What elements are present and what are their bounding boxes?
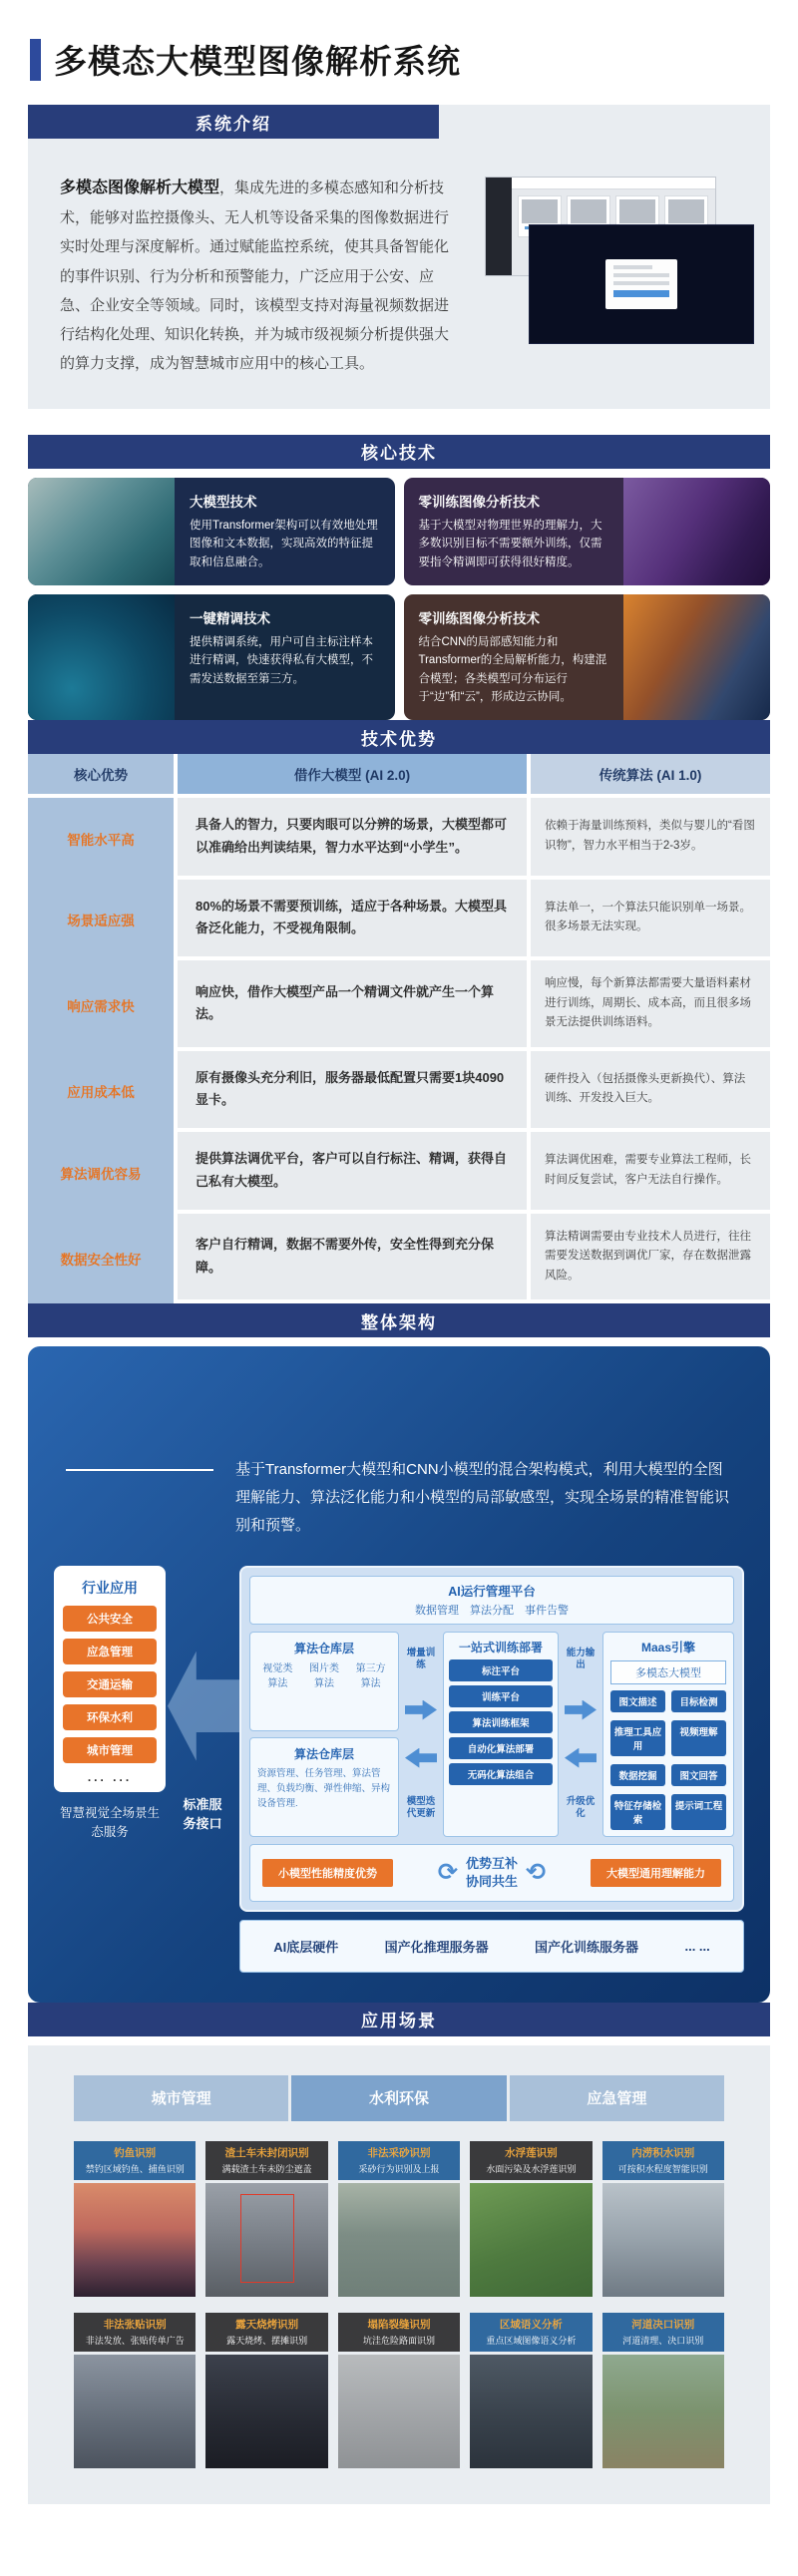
platform-panel [239,1566,744,1912]
scenario-illegal-flyers: 非法张贴识别 非法发放、张贴传单广告 [74,2313,196,2468]
arrow-left-icon [565,1748,597,1768]
platform-subtitle: 数据管理 算法分配 事件告警 [415,1604,569,1617]
advantage-label: 应用成本低 [28,1051,174,1133]
tech-card-body: 结合CNN的局部感知能力和Transformer的全局解析能力，构建混合模型；各类模型可分布运行于“边”和“云”，形成边云协同。 [418,635,607,704]
capability-output-label: 能力输出 [566,1647,596,1671]
tech-card-body: 基于大模型对物理世界的理解力，大多数识别目标不需要额外训练，仅需要指令精调即可获得很好精度。 [418,519,602,568]
page-title: 多模态大模型图像解析系统 [54,43,461,80]
scenario-river-breach: 河道决口识别 河道清理、决口识别 [602,2313,724,2468]
repo-title: 算法仓库层 [293,1746,354,1761]
maas-item-reasoning: 推理工具应用 [610,1720,665,1756]
tech-card-title: 一键精调技术 [190,610,270,626]
service-interface-label: 标准服务接口 [183,1796,222,1831]
scenario-sand-mining: 非法采砂识别 采砂行为识别及上报 [338,2141,460,2297]
scenarios-panel [28,2045,770,2504]
industry-item-public-safety: 公共安全 [63,1606,157,1632]
maas-item-video: 视频理解 [671,1720,726,1756]
model-iteration-label: 模型迭代更新 [406,1795,436,1820]
ai2-cell: 原有摄像头充分利旧，服务器最低配置只需要1块4090显卡。 [174,1051,527,1133]
intro-body-text: ，集成先进的多模态感知和分析技术，能够对监控摄像头、无人机等设备采集的图像数据进行实时处理与深度解析。通过赋能监控系统，使其具备智能化的事件识别、行为分析和预警能力，广泛应用于公安、应急、企业安全等领域。同时，该模型支持对海量视频数据进行结构化处理、知识化转换，并为城市级视频分析提供强大的算力支撑，成为智慧城市应用中的核心工具。 [60,180,450,373]
advantage-label: 响应需求快 [28,960,174,1051]
repo-item: 图片类算法 [308,1662,339,1689]
maas-item-detection: 目标检测 [671,1690,726,1712]
page-header [30,36,768,83]
synergy-box [249,1844,734,1902]
intro-paragraph [60,173,459,379]
ai1-cell: 算法单一，一个算法只能识别单一场景。很多场景无法实现。 [527,880,770,961]
ai1-cell: 硬件投入（包括摄像头更新换代）、算法训练、开发投入巨大。 [527,1051,770,1133]
industry-item-emergency: 应急管理 [63,1639,157,1664]
scenario-grid [74,2141,724,2468]
intro-lead: 多模态图像解析大模型 [60,180,220,196]
flooded-street-photo [602,2183,724,2297]
repo-body: 资源管理、任务管理、算法管理、负载均衡、弹性伸缩、异构设备管理. [257,1767,391,1809]
upgrade-optimize-label: 升级优化 [566,1795,596,1820]
cracked-pavement-photo [338,2355,460,2468]
teal-waves-photo [28,594,175,721]
column-header: 传统算法 (AI 1.0) [527,754,770,798]
industry-caption: 智慧视觉全场景生态服务 [59,1805,160,1839]
industry-item-environment: 环保水利 [63,1704,157,1730]
night-highway-photo [623,594,770,721]
maas-title: Maas引擎 [640,1640,696,1655]
tech-card-body: 使用Transformer架构可以有效地处理图像和文本数据，实现高效的特征提取和信息融合。 [190,519,378,568]
ai2-cell: 具备人的智力，只要肉眼可以分辨的场景，大模型都可以准确给出判读结果，智力水平达到“小学生”。 [174,798,527,880]
decorative-line [66,1469,213,1471]
ai1-cell: 算法精调需要由专业技术人员进行，往往需要发送数据到调优厂家，存在数据泄露风险。 [527,1214,770,1304]
arrow-right-icon [565,1700,597,1720]
maas-item-feature-store: 特征存储检索 [610,1794,665,1830]
cycle-arrow-icon: ⟳ [437,1859,458,1887]
login-form [605,259,677,309]
advantage-label: 场景适应强 [28,880,174,961]
ai2-cell: 80%的场景不需要预训练，适应于各种场景。大模型具备泛化能力，不受视角限制。 [174,880,527,961]
dump-truck-photo [205,2183,327,2297]
industry-more-ellipsis: ... ... [87,1769,133,1784]
deploy-item-training: 训练平台 [449,1685,553,1707]
scenarios-section-header: 应用场景 [28,2003,770,2036]
hardware-item: AI底层硬件 [273,1939,339,1955]
advantages-table [28,754,770,1303]
maas-item-qa: 图文回答 [671,1764,726,1786]
title-accent-bar [30,39,41,81]
hardware-item: 国产化训练服务器 [535,1939,639,1955]
maas-item-caption: 图文描述 [610,1690,665,1712]
tab-emergency-management[interactable]: 应急管理 [510,2075,724,2121]
ai1-cell: 响应慢，每个新算法都需要大量语料素材进行训练，周期长、成本高，而且很多场景无法提供训练语料。 [527,960,770,1051]
product-screenshots [485,177,754,344]
industry-title: 行业应用 [82,1579,138,1596]
tab-city-management[interactable]: 城市管理 [74,2075,288,2121]
arrow-left-icon [405,1748,437,1768]
architecture-section-header: 整体架构 [28,1303,770,1337]
fishing-bridge-sunset-photo [74,2183,196,2297]
architecture-description: 基于Transformer大模型和CNN小模型的混合架构模式，利用大模型的全图理解能力、算法泛化能力和小模型的局部敏感型，实现全场景的精准智能识别和预警。 [235,1461,730,1534]
river-channel-photo [602,2355,724,2468]
sand-dredger-photo [338,2183,460,2297]
ai1-cell: 算法调优困难，需要专业算法工程师，长时间反复尝试，客户无法自行操作。 [527,1132,770,1214]
scenario-dump-truck: 渣土车未封闭识别 满载渣土车未防尘遮盖 [205,2141,327,2297]
deploy-item-auto-deploy: 自动化算法部署 [449,1737,553,1759]
multimodal-model-box: 多模态大模型 [610,1660,726,1684]
deploy-title: 一站式训练部署 [458,1640,543,1655]
hardware-bar [239,1920,744,1973]
repo-item: 视觉类算法 [262,1662,293,1689]
one-stop-deploy-box [443,1632,559,1837]
dashboard-topbar [512,178,715,189]
hardware-item: 国产化推理服务器 [384,1939,489,1955]
large-model-capability-bar: 大模型通用理解能力 [591,1859,721,1887]
cycle-arrow-icon: ⟲ [526,1859,547,1887]
industry-applications-box [54,1566,166,1792]
arrow-right-icon [405,1700,437,1720]
small-model-advantage-bar: 小模型性能精度优势 [262,1859,393,1887]
ai2-cell: 客户自行精调，数据不需要外传，安全性得到充分保障。 [174,1214,527,1304]
intro-section-header: 系统介绍 [28,105,439,139]
tech-card-title: 大模型技术 [190,494,257,510]
left-arrow-icon [168,1652,239,1761]
synergy-text: 优势互补 协同共生 [465,1855,518,1889]
repo-item: 第三方算法 [355,1662,386,1689]
advantage-label: 算法调优容易 [28,1132,174,1214]
tech-card-one-click-finetune [28,594,395,721]
street-flyers-photo [74,2355,196,2468]
maas-engine-box [602,1632,734,1837]
ai2-cell: 提供算法调优平台，客户可以自行标注、精调，获得自己私有大模型。 [174,1132,527,1214]
industry-item-transport: 交通运输 [63,1671,157,1697]
tech-card-zero-training [404,478,771,585]
login-screenshot [529,224,754,344]
algorithm-repo-box [249,1632,399,1731]
scenario-waterlogging: 内涝积水识别 可按积水程度智能识别 [602,2141,724,2297]
incremental-training-label: 增量训练 [406,1647,436,1671]
city-analytics-photo [28,478,175,585]
advantages-section-header: 技术优势 [28,720,770,754]
scenario-open-air-bbq: 露天烧烤识别 露天烧烤、摆摊识别 [205,2313,327,2468]
platform-title: AI运行管理平台 [448,1584,536,1599]
column-header: 核心优势 [28,754,174,798]
column-header: 借作大模型 (AI 2.0) [174,754,527,798]
scenario-tabs [74,2075,724,2121]
scenario-water-hyacinth: 水浮莲识别 水面污染及水浮莲识别 [470,2141,592,2297]
repo-title: 算法仓库层 [293,1641,354,1656]
architecture-panel [28,1346,770,2003]
dashboard-sidebar [486,178,512,275]
deploy-item-nocode: 无码化算法组合 [449,1763,553,1785]
tech-card-title: 零训练图像分析技术 [418,610,540,626]
tech-card-large-model [28,478,395,585]
deploy-item-annotation: 标注平台 [449,1659,553,1681]
ai1-cell: 依赖于海量训练预料，类似与婴儿的“看图识物”，智力水平相当于2-3岁。 [527,798,770,880]
scenario-semantic-analysis: 区域语义分析 重点区域图像语义分析 [470,2313,592,2468]
advantage-label: 智能水平高 [28,798,174,880]
section-system-intro [28,105,770,409]
maas-item-mining: 数据挖掘 [610,1764,665,1786]
water-hyacinth-photo [470,2183,592,2297]
maas-item-prompt: 提示词工程 [671,1794,726,1830]
core-tech-section-header: 核心技术 [28,435,770,469]
core-tech-cards [28,478,770,720]
advantage-label: 数据安全性好 [28,1214,174,1304]
scenario-fishing: 钓鱼识别 禁钓区域钓鱼、捕鱼识别 [74,2141,196,2297]
deploy-item-framework: 算法训练框架 [449,1711,553,1733]
tech-card-edge-cloud [404,594,771,721]
tab-water-environment[interactable]: 水利环保 [291,2075,506,2121]
hardware-ellipsis: ... ... [684,1938,710,1954]
ai2-cell: 响应快，借作大模型产品一个精调文件就产生一个算法。 [174,960,527,1051]
tech-card-body: 提供精调系统，用户可自主标注样本进行精调，快速获得私有大模型，不需发送数据至第三方。 [190,635,373,685]
architecture-diagram [54,1566,744,1973]
login-button [613,290,669,297]
scenario-road-crack: 塌陷裂缝识别 坑洼危险路面识别 [338,2313,460,2468]
industry-item-city: 城市管理 [63,1737,157,1763]
standard-service-interface-arrow [166,1566,239,1973]
algorithm-repo-box-2 [249,1737,399,1837]
ai-runtime-platform-box [249,1576,734,1625]
tech-card-title: 零训练图像分析技术 [418,494,540,510]
water-gauge-photo [470,2355,592,2468]
purple-circuit-photo [623,478,770,585]
detection-box [240,2194,294,2283]
night-bbq-photo [205,2355,327,2468]
